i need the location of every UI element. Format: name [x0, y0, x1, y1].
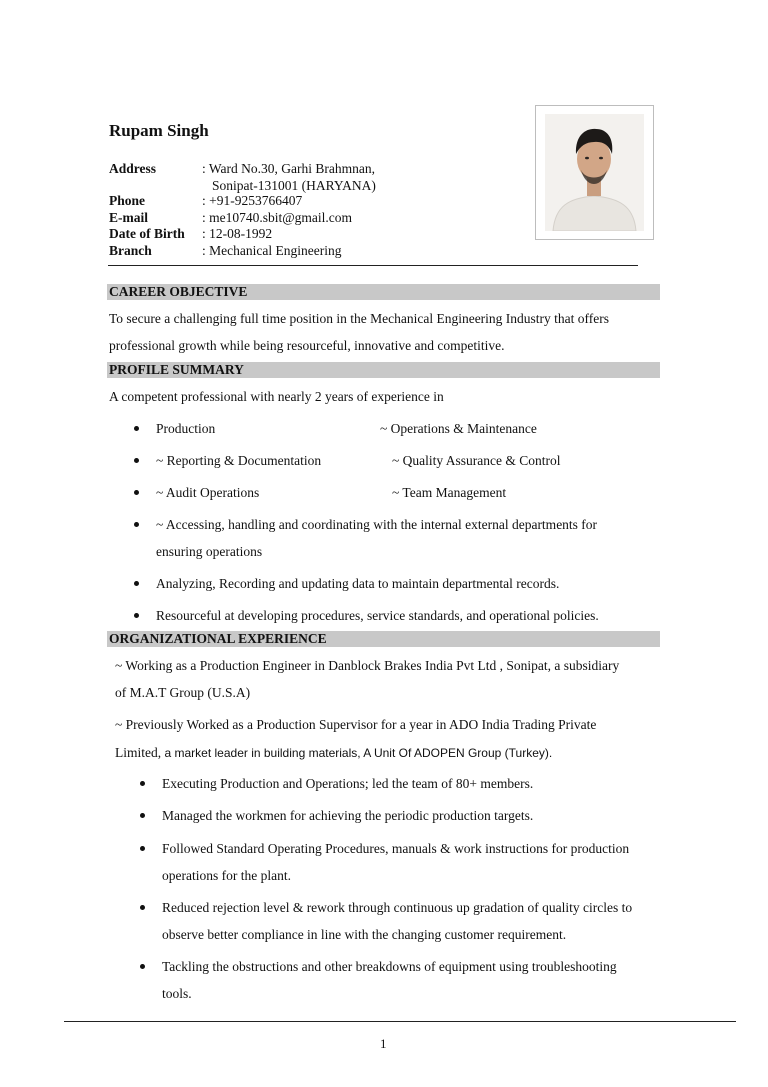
address-label: Address: [109, 161, 157, 176]
profile-photo-frame: [535, 105, 654, 240]
summary-skill-production: Production: [156, 421, 216, 436]
bullet-icon: [140, 846, 145, 851]
summary-skill-operations: ~ Operations & Maintenance: [380, 421, 537, 436]
phone-row: [109, 193, 302, 209]
phone-label: Phone: [109, 193, 146, 208]
org-current-line1: ~ Working as a Production Engineer in Danblock Brakes India Pvt Ltd , Sonipat, a subsidiary: [115, 658, 620, 673]
org-bullet-sop-line1: Followed Standard Operating Procedures, manuals & work instructions for production: [162, 841, 630, 856]
org-bullet-managed: Managed the workmen for achieving the periodic production targets.: [162, 808, 534, 823]
branch-row: [109, 243, 341, 259]
phone-value: : +91-9253766407: [202, 193, 303, 208]
career-objective-heading: CAREER OBJECTIVE: [107, 284, 660, 300]
org-previous-line2: [115, 745, 552, 761]
summary-skill-quality: ~ Quality Assurance & Control: [392, 453, 561, 468]
profile-photo: [545, 114, 644, 231]
org-previous-company-desc: a market leader in building materials, A Unit Of ADOPEN Group (Turkey).: [164, 746, 553, 760]
person-portrait-icon: [545, 114, 644, 231]
org-bullet-rejection-line2: observe better compliance in line with the changing customer requirement.: [162, 927, 567, 942]
email-row: [109, 210, 352, 226]
org-previous-limited: Limited,: [115, 745, 165, 760]
address-line2: Sonipat-131001 (HARYANA): [212, 178, 376, 193]
dob-value: : 12-08-1992: [202, 226, 273, 241]
address-value: : Ward No.30, Garhi Brahmnan,: [202, 161, 376, 176]
summary-skill-reporting: ~ Reporting & Documentation: [156, 453, 322, 468]
org-bullet-tackling-line1: Tackling the obstructions and other breakdowns of equipment using troubleshooting: [162, 959, 617, 974]
candidate-name: Rupam Singh: [109, 121, 209, 140]
bullet-icon: [134, 613, 139, 618]
bullet-icon: [134, 522, 139, 527]
career-objective-line2: professional growth while being resourceful, innovative and competitive.: [109, 338, 505, 353]
footer-divider: [64, 1021, 736, 1022]
branch-label: Branch: [109, 243, 152, 258]
bullet-icon: [140, 905, 145, 910]
summary-skill-team: ~ Team Management: [392, 485, 507, 500]
summary-accessing-line1: ~ Accessing, handling and coordinating with the internal external departments for: [156, 517, 598, 532]
email-value: : me10740.sbit@gmail.com: [202, 210, 353, 225]
bullet-icon: [140, 781, 145, 786]
career-objective-line1: To secure a challenging full time position in the Mechanical Engineering Industry that offers: [109, 311, 610, 326]
page-number: 1: [380, 1036, 387, 1051]
dob-label: Date of Birth: [109, 226, 185, 241]
org-bullet-sop-line2: operations for the plant.: [162, 868, 291, 883]
org-experience-heading: ORGANIZATIONAL EXPERIENCE: [107, 631, 660, 647]
summary-resourceful: Resourceful at developing procedures, service standards, and operational policies.: [156, 608, 599, 623]
email-label: E-mail: [109, 210, 148, 225]
org-bullet-tackling-line2: tools.: [162, 986, 192, 1001]
bullet-icon: [134, 490, 139, 495]
address-row: [109, 161, 375, 177]
summary-analyzing: Analyzing, Recording and updating data to maintain departmental records.: [156, 576, 560, 591]
bullet-icon: [140, 964, 145, 969]
bullet-icon: [134, 458, 139, 463]
profile-summary-intro: A competent professional with nearly 2 years of experience in: [109, 389, 444, 404]
profile-summary-heading: PROFILE SUMMARY: [107, 362, 660, 378]
summary-skill-audit: ~ Audit Operations: [156, 485, 260, 500]
org-previous-line1: ~ Previously Worked as a Production Supervisor for a year in ADO India Trading Private: [115, 717, 597, 732]
dob-row: [109, 226, 272, 242]
branch-value: : Mechanical Engineering: [202, 243, 342, 258]
org-current-line2: of M.A.T Group (U.S.A): [115, 685, 251, 700]
org-bullet-rejection-line1: Reduced rejection level & rework through continuous up gradation of quality circles to: [162, 900, 633, 915]
bullet-icon: [140, 813, 145, 818]
bullet-icon: [134, 581, 139, 586]
summary-accessing-line2: ensuring operations: [156, 544, 263, 559]
header-divider: [108, 265, 638, 266]
bullet-icon: [134, 426, 139, 431]
org-bullet-executing: Executing Production and Operations; led the team of 80+ members.: [162, 776, 534, 791]
